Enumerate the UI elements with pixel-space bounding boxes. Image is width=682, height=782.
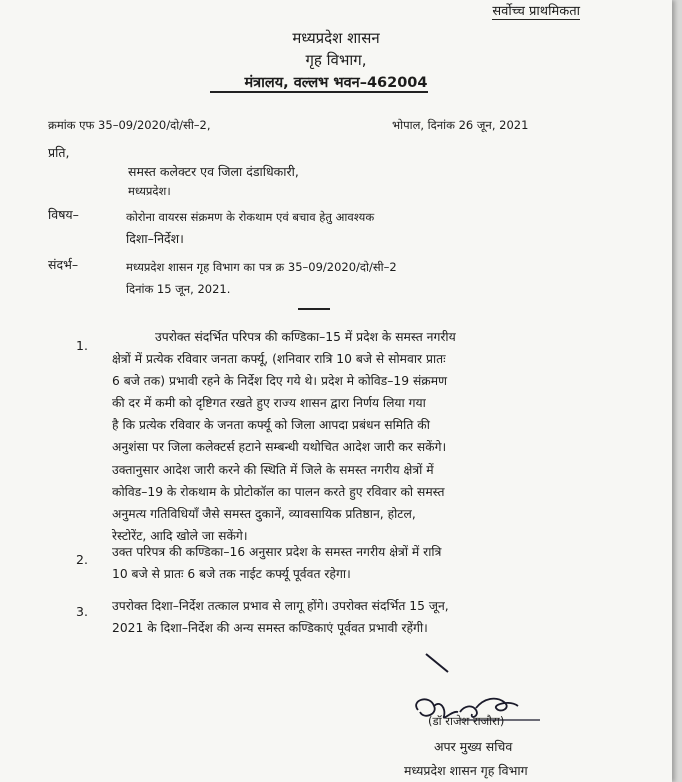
place-date: भोपाल, दिनांक 26 जून, 2021 [392, 118, 529, 132]
government-title: मध्यप्रदेश शासन [292, 29, 380, 47]
subject-line-2: दिशा–निर्देश। [126, 231, 184, 246]
paragraph-3 [112, 595, 582, 639]
paragraph-1 [112, 326, 582, 547]
reference-line-1: मध्यप्रदेश शासन गृह विभाग का पत्र क्र 35–09/2020/दो/सी–2 [126, 260, 397, 274]
paragraph-line: 10 बजे से प्रातः 6 बजे तक नाईट कर्फ्यू पूर्ववत रहेगा। [112, 567, 351, 582]
reference-label: संदर्भ– [48, 257, 79, 272]
paragraph-line: अनुमत्य गतिविधियाँ जैसे समस्त दुकानें, व्यावसायिक प्रतिष्ठान, होटल, [112, 506, 416, 521]
paragraph-number: 3. [76, 604, 88, 619]
paragraph-line: की दर में कमी को दृष्टिगत रखते हुए राज्य शासन द्वारा निर्णय लिया गया [112, 396, 426, 411]
signatory-office: मध्यप्रदेश शासन गृह विभाग [404, 763, 528, 778]
paragraph-line: रेस्टोरेंट, आदि खोले जा सकेंगे। [112, 528, 248, 543]
paragraph-number: 2. [76, 552, 88, 567]
order-number: क्रमांक एफ 35–09/2020/दो/सी–2, [48, 118, 211, 132]
recipient-line-1: समस्त कलेक्टर एव जिला दंडाधिकारी, [128, 164, 299, 179]
department-title: गृह विभाग, [305, 51, 367, 69]
paragraph-2 [112, 541, 582, 585]
paragraph-line: 6 बजे तक) प्रभावी रहने के निर्देश दिए गये थे। प्रदेश मे कोविड–19 संक्रमण [112, 374, 447, 389]
paragraph-line: उक्तानुसार आदेश जारी करने की स्थिति में जिले के समस्त नगरीय क्षेत्रों में [112, 462, 434, 477]
office-address: मंत्रालय, वल्लभ भवन–462004 [244, 75, 428, 91]
paragraph-line: क्षेत्रों में प्रत्येक रविवार जनता कर्फ्यू, (शनिवार रात्रि 10 बजे से सोमवार प्रातः [112, 352, 446, 367]
reference-line-2: दिनांक 15 जून, 2021. [126, 282, 231, 296]
paragraph-line: है कि प्रत्येक रविवार के जनता कर्फ्यू को जिला आपदा प्रबंधन समिति की [112, 418, 430, 433]
recipient-to-label: प्रति, [48, 145, 70, 160]
recipient-line-2: मध्यप्रदेश। [128, 184, 171, 198]
header-underline [210, 91, 428, 93]
section-divider [298, 308, 330, 310]
paragraph-line: उपरोक्त दिशा–निर्देश तत्काल प्रभाव से लागू होंगे। उपरोक्त संदर्भित 15 जून, [112, 599, 449, 613]
priority-label: सर्वोच्च प्राथमिकता [492, 4, 580, 19]
paragraph-number: 1. [76, 338, 88, 353]
paragraph-line: कोविड–19 के रोकथाम के प्रोटोकॉल का पालन करते हुए रविवार को समस्त [112, 484, 445, 499]
signatory-name: (डॉ राजेश राजौरा) [428, 714, 505, 728]
paragraph-line: अनुशंसा पर जिला कलेक्टर्स हटाने सम्बन्धी यथोचित आदेश जारी कर सकेंगे। [112, 440, 447, 455]
subject-line-1: कोरोना वायरस संक्रमण के रोकथाम एवं बचाव हेतु आवश्यक [126, 210, 375, 224]
paragraph-line: उक्त परिपत्र की कण्डिका–16 अनुसार प्रदेश के समस्त नगरीय क्षेत्रों में रात्रि [112, 545, 442, 559]
subject-label: विषय– [48, 207, 79, 222]
paragraph-line: उपरोक्त संदर्भित परिपत्र की कण्डिका–15 में प्रदेश के समस्त नगरीय [112, 330, 456, 344]
signatory-designation: अपर मुख्य सचिव [434, 739, 513, 754]
paragraph-line: 2021 के दिशा–निर्देश की अन्य समस्त कण्डिकाएं पूर्ववत प्रभावी रहेंगी। [112, 621, 428, 636]
